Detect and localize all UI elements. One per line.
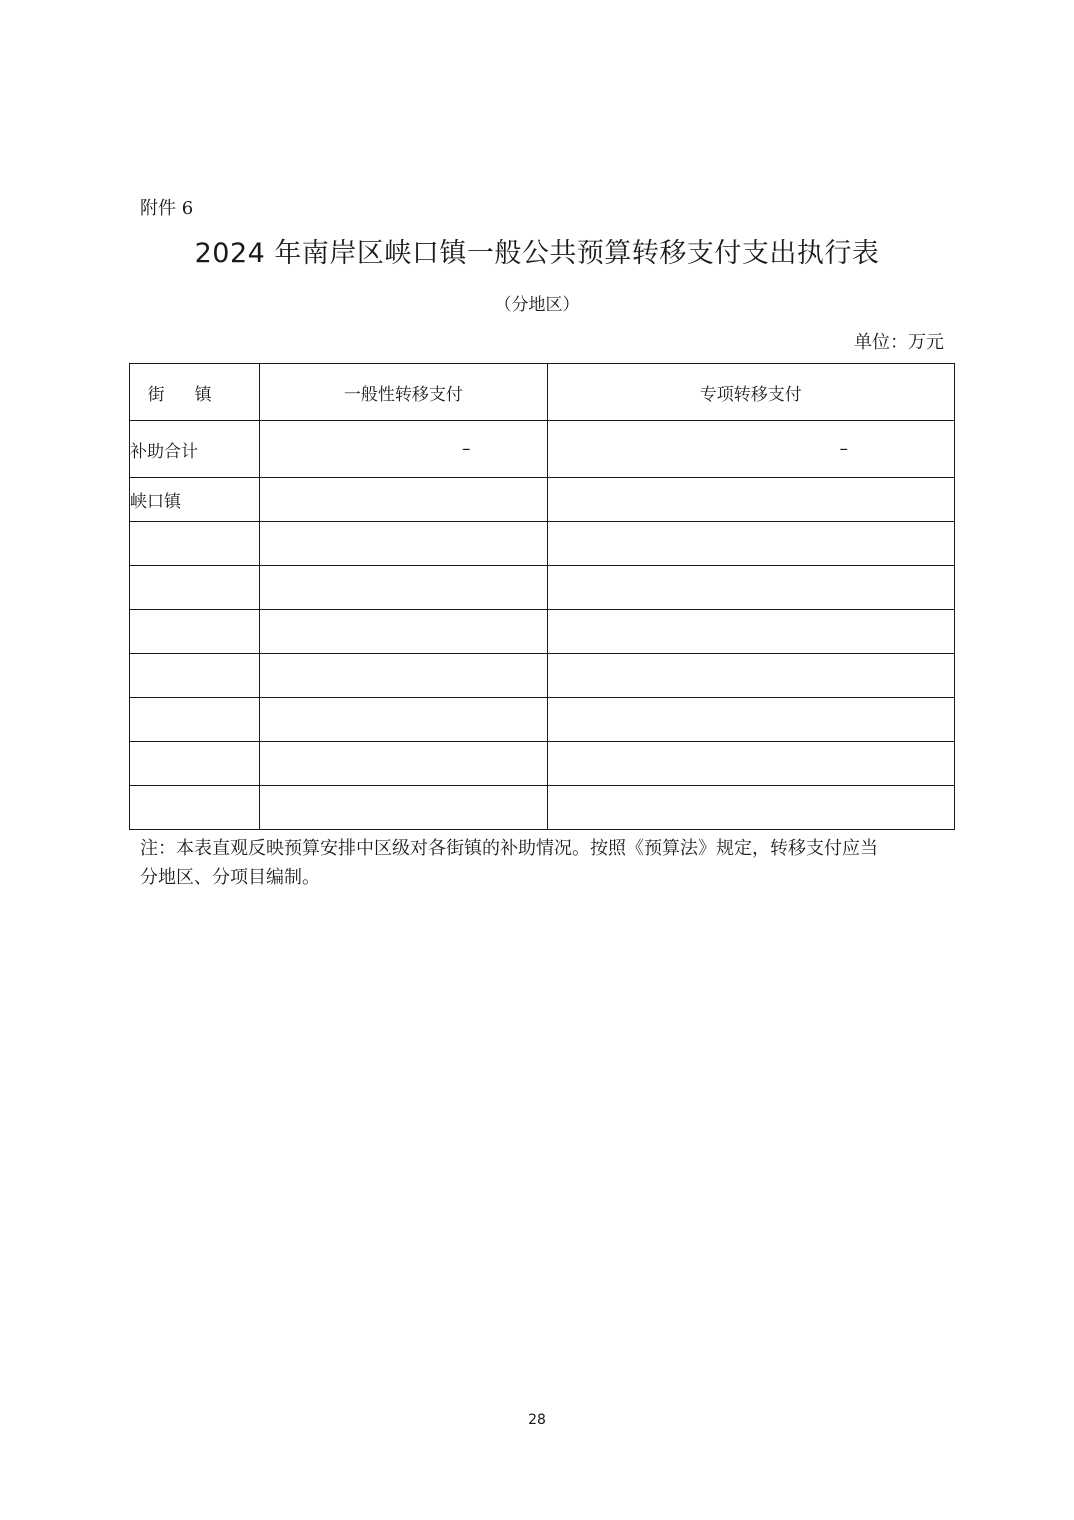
row-special-value	[547, 522, 955, 566]
table-row	[130, 742, 955, 786]
table-row	[130, 610, 955, 654]
row-town	[130, 654, 260, 698]
header-general-transfer: 一般性转移支付	[260, 364, 547, 421]
total-label: 补助合计	[130, 421, 260, 478]
row-special-value	[547, 786, 955, 830]
row-town	[130, 698, 260, 742]
table-row	[130, 786, 955, 830]
row-special-value	[547, 654, 955, 698]
table-header-row	[130, 364, 955, 421]
row-special-value	[547, 742, 955, 786]
row-special-value	[547, 698, 955, 742]
row-town	[130, 522, 260, 566]
page-subtitle: （分地区）	[494, 295, 580, 315]
row-town	[130, 786, 260, 830]
row-town	[130, 566, 260, 610]
row-general-value	[260, 698, 547, 742]
table-row	[130, 698, 955, 742]
page-title: 2024 年南岸区峡口镇一般公共预算转移支付支出执行表	[194, 238, 880, 269]
note-line-1: 注：本表直观反映预算安排中区级对各街镇的补助情况。按照《预算法》规定，转移支付应当	[140, 838, 878, 859]
row-general-value	[260, 610, 547, 654]
table-note	[140, 834, 950, 892]
row-general-value	[260, 522, 547, 566]
transfer-payment-table	[129, 363, 955, 830]
row-general-value	[260, 478, 547, 522]
row-general-value	[260, 654, 547, 698]
row-general-value	[260, 566, 547, 610]
total-row	[130, 421, 955, 478]
note-line-2: 分地区、分项目编制。	[140, 867, 320, 888]
row-general-value	[260, 786, 547, 830]
header-special-transfer: 专项转移支付	[547, 364, 955, 421]
row-special-value	[547, 566, 955, 610]
header-street-town: 街镇	[130, 364, 260, 421]
row-special-value	[547, 478, 955, 522]
unit-label: 单位：万元	[854, 332, 944, 353]
row-town	[130, 742, 260, 786]
table-row	[130, 522, 955, 566]
page-number: 28	[528, 1412, 546, 1428]
attachment-label: 附件 6	[140, 198, 194, 219]
table-row	[130, 566, 955, 610]
table-row	[130, 478, 955, 522]
total-general-value: –	[260, 421, 547, 478]
row-general-value	[260, 742, 547, 786]
table-row	[130, 654, 955, 698]
total-special-value: –	[547, 421, 955, 478]
row-special-value	[547, 610, 955, 654]
row-town: 峡口镇	[130, 478, 260, 522]
row-town	[130, 610, 260, 654]
